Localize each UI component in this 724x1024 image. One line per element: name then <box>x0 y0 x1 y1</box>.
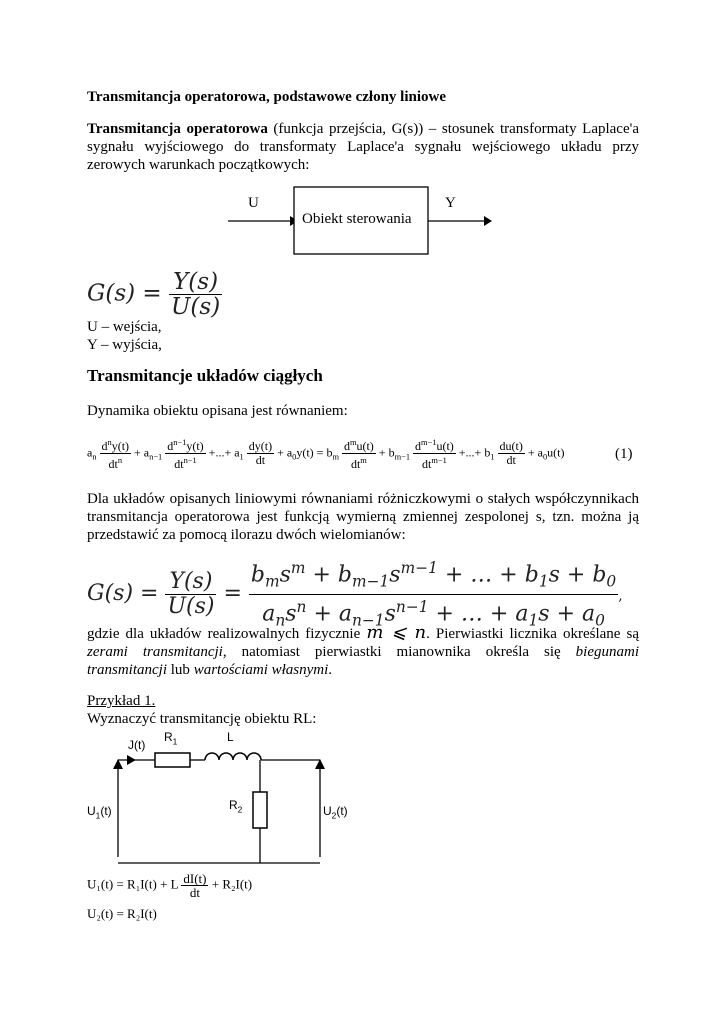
block-label: Obiekt sterowania <box>302 211 412 227</box>
zeros-term: zerami transmitancji <box>87 644 223 660</box>
output-arrowhead <box>484 216 492 226</box>
transfer-function-formula <box>87 270 222 319</box>
u1-equation-lhs: U₁(t) = R₁I(t) + L <box>87 876 179 892</box>
intro-text: (funkcja przejścia, G(s)) – stosunek transformaty Laplace'a sygnału wyjściowego do transformaty Laplace'a sygnału wejściowego układu przy zerowych warunkach początkowych: <box>87 121 639 173</box>
u1-equation-tail: + R₂I(t) <box>211 876 253 892</box>
intro-term: Transmitancja operatorowa <box>87 121 268 137</box>
u1-equation-num: dI(t) <box>183 871 207 886</box>
resistor-r1 <box>155 753 190 767</box>
paragraph-rational-function: Dla układów opisanych liniowymi równaniami różniczkowymi o stałych współczynnikach transmitancja operatorowa jest funkcją wymierną zmiennej zespolonej s, tzn. można ją przedstawić za pomocą ilorazu dwóch wielomianów: <box>87 491 639 543</box>
legend-output: Y – wyjścia, <box>87 337 162 353</box>
input-label: U <box>248 195 259 211</box>
poles-term: biegunami transmitancji <box>87 644 639 678</box>
para3-text-4: lub <box>167 662 194 678</box>
differential-equation: $a_n$ $\frac{d^ny(t)}{dt^n}$ + $a_{n-1}$ $\frac{d^{n-1}y(t)}{dt^{n-1}}$ +...+ $a_1$ $\frac{dy(t)}{dt}$ + $a_0y(t) = b_m$ $\frac{d^mu(t)}{dt^m}$ + $b_{m-1}$ $\frac{d^{m-1}u(t)}{dt^{m-1}}$ +...+ $b_1$ $\frac{du(t)}{dt}$ + $a_0u(t)$ <box>87 438 565 471</box>
para3-text-3: , natomiast pierwiastki mianownika określa się <box>222 644 576 660</box>
formula-numerator: Y(s) <box>169 270 222 295</box>
eigenvalues-term: wartościami własnymi <box>193 662 329 678</box>
example-heading: Przykład 1. <box>87 693 156 709</box>
rational-transfer-function: G(s) = $\frac{Y(s)}{U(s)}$ = $\frac{b_ms^m + b_{m-1}s^{m-1} + \dots + b_1s + b_0}{a_ns^n + a_{n-1}s^{n-1} + \dots + a_1s + a_0}$ , <box>87 556 623 632</box>
para3-text-2: . Pierwiastki licznika określane są <box>426 626 640 642</box>
r1-label: $R_1$ <box>164 730 178 747</box>
section-heading: Transmitancje układów ciągłych <box>87 366 323 385</box>
u1-label: $U_1(t)$ <box>87 804 112 821</box>
r2-label: $R_2$ <box>229 798 243 815</box>
inductor-l <box>205 753 261 760</box>
u2-label: $U_2(t)$ <box>323 804 348 821</box>
paragraph-zeros-poles <box>87 624 639 679</box>
para3-text-5: . <box>328 662 333 678</box>
u2-equation: U₂(t) = R₂I(t) <box>87 906 157 921</box>
u1-equation <box>87 872 252 899</box>
realizability-condition: m ⩽ n <box>366 622 427 643</box>
formula-lhs: G(s) = <box>87 280 162 307</box>
rl-circuit-diagram <box>100 735 340 870</box>
equation-number: (1) <box>615 446 633 462</box>
current-arrow <box>127 755 136 765</box>
resistor-r2 <box>253 792 267 828</box>
intro-paragraph <box>87 120 639 174</box>
para3-text-1: gdzie dla układów realizowalnych fizycznie <box>87 626 367 642</box>
current-label: J(t) <box>128 738 146 752</box>
u1-equation-den: dt <box>189 885 200 900</box>
inductor-label: L <box>227 730 234 744</box>
formula-denominator: U(s) <box>171 294 221 320</box>
legend-input: U – wejścia, <box>87 319 162 335</box>
output-label: Y <box>445 195 456 211</box>
dynamics-text: Dynamika obiektu opisana jest równaniem: <box>87 403 348 419</box>
page-title: Transmitancja operatorowa, podstawowe człony liniowe <box>87 89 447 105</box>
example-task: Wyznaczyć transmitancję obiektu RL: <box>87 711 317 727</box>
